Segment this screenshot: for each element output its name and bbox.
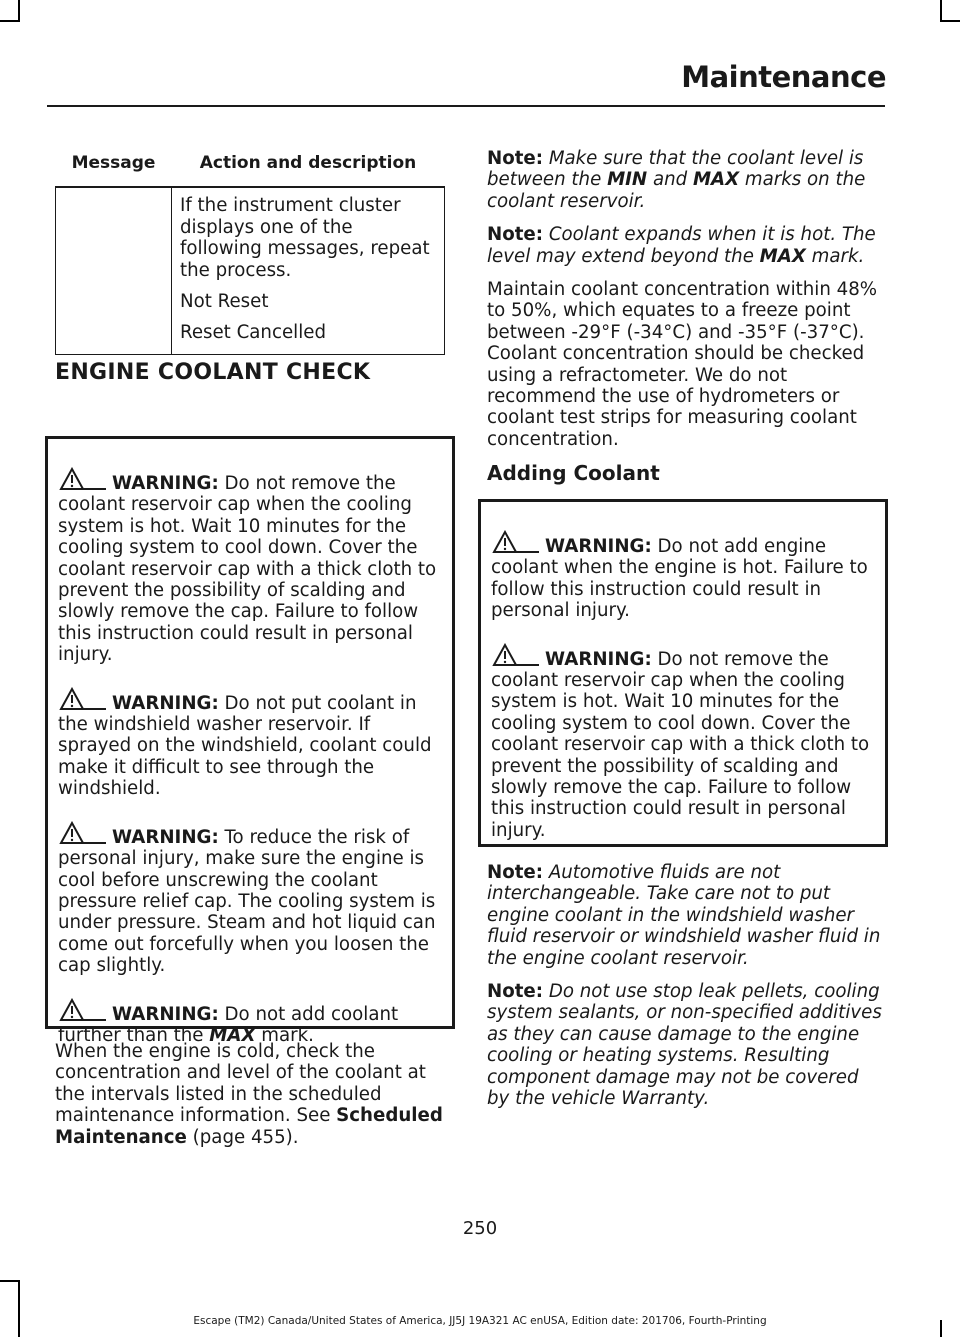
column-header-message: Message bbox=[71, 153, 156, 173]
crop-mark bbox=[0, 1280, 20, 1282]
note-label: Note: bbox=[487, 224, 544, 246]
action-cell bbox=[172, 187, 445, 354]
message-cell bbox=[56, 187, 172, 354]
warning-text: Do not add coolant further than the bbox=[58, 1003, 399, 1046]
warning-text: Do not remove the coolant reservoir cap when the cooling system is hot. Wait 10 minutes for the cooling system to cool down. Cover the coolant reservoir cap with a thick cloth to prevent the possibility of scalding and slowly remove the cap. Failure to follow this instruction could result in personal injury. bbox=[491, 648, 870, 841]
min-mark: MIN bbox=[607, 169, 648, 191]
warning-box-left bbox=[45, 436, 455, 1046]
warning-triangle-icon bbox=[491, 643, 541, 667]
note-text: Make sure that the coolant level is between the bbox=[487, 148, 864, 191]
scheduled-maintenance-link[interactable]: Scheduled Maintenance bbox=[55, 1105, 443, 1148]
warning-item bbox=[58, 821, 446, 977]
warning-label: WARNING: bbox=[112, 473, 219, 494]
warning-triangle-icon bbox=[58, 998, 108, 1022]
paragraph-text: When the engine is cold, check the concentration and level of the coolant at the intervals listed in the scheduled maintenance information. See bbox=[55, 1041, 426, 1127]
note-expansion bbox=[487, 224, 882, 267]
adding-coolant-heading: Adding Coolant bbox=[487, 461, 660, 485]
warning-triangle-icon bbox=[58, 467, 108, 491]
concentration-paragraph: Maintain coolant concentration within 48% to 50%, which equates to a freeze point between -29°F (-34°C) and -35°F (-37°C). Coolant concentration should be checked using a refractometer. We do not recommend the use of hydrometers or coolant test strips for measuring coolant concentration. bbox=[487, 279, 878, 450]
note-text: marks on the coolant reservoir. bbox=[487, 169, 866, 212]
action-text: If the instrument cluster displays one of the following messages, repeat the process. bbox=[180, 195, 430, 281]
max-mark: MAX bbox=[692, 169, 740, 191]
crop-mark bbox=[18, 1280, 20, 1337]
note-text: and bbox=[647, 169, 693, 191]
edition-footer: Escape (TM2) Canada/United States of America, JJ5J 19A321 AC enUSA, Edition date: 201706, Fourth-Printing bbox=[193, 1315, 767, 1327]
table-row bbox=[56, 187, 445, 354]
warning-label: WARNING: bbox=[545, 536, 652, 557]
note-label: Note: bbox=[487, 981, 544, 1003]
warning-text: To reduce the risk of personal injury, make sure the engine is cool before unscrewing the coolant pressure relief cap. The cooling system is under pressure. Steam and hot liquid can come out forcefully when you loosen the cap slightly. bbox=[58, 826, 436, 977]
note-text: Coolant expands when it is hot. The level may extend beyond the bbox=[487, 224, 876, 267]
warning-text: mark. bbox=[255, 1024, 314, 1046]
warning-label: WARNING: bbox=[112, 692, 219, 714]
warning-text: Do not add engine coolant when the engine is hot. Failure to follow this instruction could result in personal injury. bbox=[491, 536, 868, 622]
note-text: mark. bbox=[805, 245, 865, 267]
warning-item bbox=[58, 467, 446, 666]
column-header-action: Action and description bbox=[199, 153, 417, 173]
coolant-check-paragraph bbox=[55, 1041, 450, 1148]
crop-mark bbox=[0, 20, 20, 22]
bottom-notes bbox=[487, 862, 882, 1121]
warning-label: WARNING: bbox=[112, 1003, 219, 1025]
note-label: Note: bbox=[487, 862, 544, 883]
section-heading: ENGINE COOLANT CHECK bbox=[55, 360, 371, 385]
warning-item bbox=[58, 998, 446, 1047]
max-mark: MAX bbox=[759, 245, 806, 267]
warning-item bbox=[491, 530, 879, 622]
crop-mark bbox=[18, 0, 20, 22]
warning-item bbox=[491, 643, 879, 842]
action-text: Reset Cancelled bbox=[180, 322, 326, 344]
note-fluids bbox=[487, 862, 882, 969]
note-stop-leak bbox=[487, 981, 882, 1109]
table-header-row bbox=[56, 148, 445, 187]
note-min-max bbox=[487, 148, 882, 212]
warning-text: Do not put coolant in the windshield washer reservoir. If sprayed on the windshield, coolant could make it difficult to see through the windshield. bbox=[58, 692, 432, 800]
warning-triangle-icon bbox=[58, 821, 108, 845]
crop-mark bbox=[940, 20, 960, 22]
right-column-notes bbox=[487, 148, 882, 462]
warning-text: Do not remove the coolant reservoir cap when the cooling system is hot. Wait 10 minutes for the cooling system to cool down. Cover the coolant reservoir cap with a thick cloth to prevent the possibility of scalding and slowly remove the cap. Failure to follow this instruction could result in personal injury. bbox=[58, 473, 437, 666]
title-divider bbox=[47, 105, 885, 107]
page-number: 250 bbox=[462, 1218, 498, 1239]
note-text: Automotive fluids are not interchangeable. Take care not to put engine coolant in the windshield washer fluid reservoir or windshield washer fluid in the engine coolant reservoir. bbox=[487, 862, 881, 969]
warning-label: WARNING: bbox=[545, 648, 652, 670]
note-label: Note: bbox=[487, 148, 544, 169]
message-table bbox=[55, 148, 445, 355]
warning-item bbox=[58, 687, 446, 800]
note-text: Do not use stop leak pellets, cooling system sealants, or non-specified additives as they can cause damage to the engine cooling or heating systems. Resulting component damage may not be covered by the vehicle Warranty. bbox=[487, 981, 882, 1110]
page-title: Maintenance bbox=[681, 60, 886, 94]
warning-box-right bbox=[478, 499, 888, 847]
crop-mark bbox=[940, 0, 942, 22]
action-text: Not Reset bbox=[180, 291, 269, 313]
page-reference: (page 455). bbox=[186, 1126, 299, 1148]
warning-label: WARNING: bbox=[112, 826, 219, 848]
warning-triangle-icon bbox=[491, 530, 541, 554]
max-mark: MAX bbox=[209, 1024, 256, 1046]
warning-triangle-icon bbox=[58, 687, 108, 711]
